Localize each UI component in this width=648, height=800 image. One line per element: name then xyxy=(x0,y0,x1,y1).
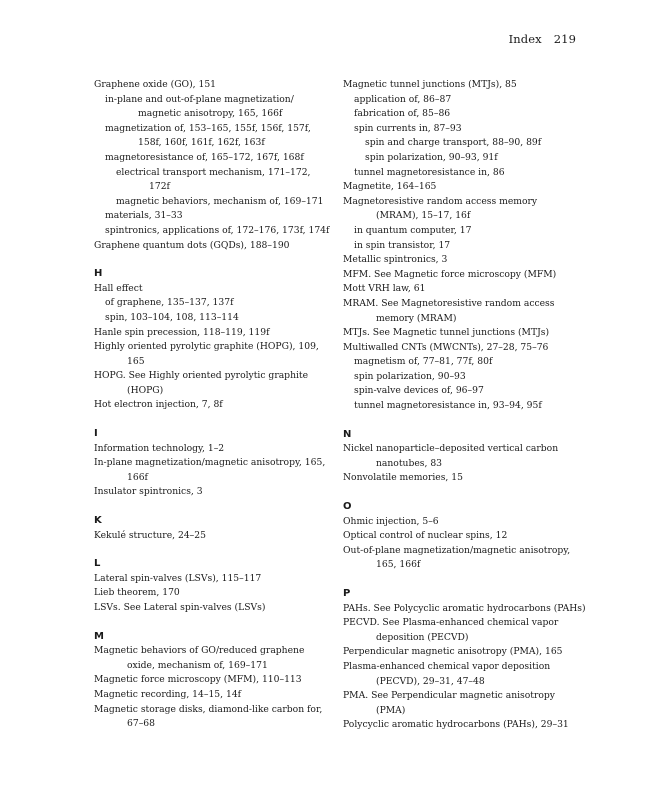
index-entry: (PECVD), 29–31, 47–48 xyxy=(376,675,485,687)
index-entry: 165, 166f xyxy=(376,559,421,571)
index-entry: fabrication of, 85–86 xyxy=(354,108,451,120)
index-entry: Nonvolatile memories, 15 xyxy=(343,472,463,484)
index-entry: Information technology, 1–2 xyxy=(94,442,225,454)
index-entry: Magnetic recording, 14–15, 14f xyxy=(94,688,242,700)
index-entry: tunnel magnetoresistance in, 86 xyxy=(354,166,505,178)
index-entry: LSVs. See Lateral spin-valves (LSVs) xyxy=(94,602,266,613)
index-entry: Magnetite, 164–165 xyxy=(343,181,437,193)
index-entry: application of, 86–87 xyxy=(354,93,452,105)
index-entry: Nickel nanoparticle–deposited vertical carbon xyxy=(343,443,559,455)
section-letter-heading: H xyxy=(94,268,103,280)
section-letter-heading: N xyxy=(343,428,352,440)
index-entry: 67–68 xyxy=(127,718,155,730)
index-column-left xyxy=(94,78,334,732)
index-entry: Ohmic injection, 5–6 xyxy=(343,515,439,527)
index-entry: magnetism of, 77–81, 77f, 80f xyxy=(354,356,493,368)
index-entry: in-plane and out-of-plane magnetization/ xyxy=(105,93,294,105)
index-entry: magnetic behaviors, mechanism of, 169–171 xyxy=(116,195,324,207)
index-entry: MFM. See Magnetic force microscopy (MFM) xyxy=(343,268,557,280)
index-entry: electrical transport mechanism, 171–172, xyxy=(116,166,311,178)
index-entry: magnetization of, 153–165, 155f, 156f, 157f, xyxy=(105,122,311,134)
index-entry: in quantum computer, 17 xyxy=(354,224,472,236)
index-entry: spin and charge transport, 88–90, 89f xyxy=(365,137,542,149)
index-entry: (MRAM), 15–17, 16f xyxy=(376,210,471,222)
index-entry: HOPG. See Highly oriented pyrolytic graphite xyxy=(94,370,309,382)
index-entry: (HOPG) xyxy=(127,384,164,396)
index-entry: 172f xyxy=(149,181,170,193)
index-entry: spin, 103–104, 108, 113–114 xyxy=(105,311,239,323)
index-entry: MTJs. See Magnetic tunnel junctions (MTJs) xyxy=(343,327,550,339)
index-entry: spintronics, applications of, 172–176, 173f, 174f xyxy=(105,224,330,236)
index-entry: Magnetic behaviors of GO/reduced graphene xyxy=(94,645,305,657)
index-entry: spin polarization, 90–93, 91f xyxy=(365,151,498,163)
index-entry: materials, 31–33 xyxy=(105,210,183,222)
index-entry: 158f, 160f, 161f, 162f, 163f xyxy=(138,137,265,149)
index-column-right xyxy=(343,78,588,733)
index-entry: MRAM. See Magnetoresistive random access xyxy=(343,297,555,309)
index-entry: Multiwalled CNTs (MWCNTs), 27–28, 75–76 xyxy=(343,341,549,353)
index-entry: Hot electron injection, 7, 8f xyxy=(94,399,223,411)
index-entry: 166f xyxy=(127,471,148,483)
index-entry: oxide, mechanism of, 169–171 xyxy=(127,659,268,671)
section-letter-heading: P xyxy=(343,588,351,599)
index-entry: Hanle spin precession, 118–119, 119f xyxy=(94,326,270,338)
index-entry: Lieb theorem, 170 xyxy=(94,587,180,599)
index-entry: Polycyclic aromatic hydrocarbons (PAHs), 29–31 xyxy=(343,719,569,731)
index-entry: Plasma-enhanced chemical vapor deposition xyxy=(343,660,551,672)
index-entry: Hall effect xyxy=(94,282,143,294)
index-entry: Graphene quantum dots (GQDs), 188–190 xyxy=(94,239,290,251)
index-entry: Kekulé structure, 24–25 xyxy=(94,529,206,541)
index-entry: In-plane magnetization/magnetic anisotropy, 165, xyxy=(94,457,326,469)
index-entry: Mott VRH law, 61 xyxy=(343,283,426,295)
running-header xyxy=(509,32,576,46)
section-letter-heading: O xyxy=(343,501,352,513)
index-entry: in spin transistor, 17 xyxy=(354,239,451,251)
section-letter-heading: I xyxy=(94,428,98,440)
index-entry: deposition (PECVD) xyxy=(376,631,469,643)
index-entry: nanotubes, 83 xyxy=(376,457,443,469)
index-entry: Magnetoresistive random access memory xyxy=(343,195,538,207)
section-letter-heading: K xyxy=(94,515,102,527)
index-entry: tunnel magnetoresistance in, 93–94, 95f xyxy=(354,400,542,412)
index-entry: spin polarization, 90–93 xyxy=(354,370,466,382)
index-entry: spin currents in, 87–93 xyxy=(354,122,462,134)
index-entry: Perpendicular magnetic anisotropy (PMA), 165 xyxy=(343,646,563,658)
index-entry: of graphene, 135–137, 137f xyxy=(105,297,234,309)
index-entry: (PMA) xyxy=(376,704,406,716)
index-entry: Lateral spin-valves (LSVs), 115–117 xyxy=(94,572,262,584)
page-number: 219 xyxy=(553,32,576,46)
header-title: Index xyxy=(508,32,542,46)
index-entry: Graphene oxide (GO), 151 xyxy=(94,79,217,90)
index-entry: magnetoresistance of, 165–172, 167f, 168f xyxy=(105,151,304,163)
section-letter-heading: L xyxy=(94,558,101,570)
index-entry: Insulator spintronics, 3 xyxy=(94,486,203,498)
index-entry: Metallic spintronics, 3 xyxy=(343,254,448,266)
index-entry: Highly oriented pyrolytic graphite (HOPG), 109, xyxy=(94,341,319,353)
index-entry: memory (MRAM) xyxy=(376,312,457,324)
index-entry: PECVD. See Plasma-enhanced chemical vapor xyxy=(343,617,559,629)
index-entry: Magnetic tunnel junctions (MTJs), 85 xyxy=(343,79,517,90)
index-entry: Magnetic storage disks, diamond-like carbon for, xyxy=(94,703,323,715)
index-entry: PMA. See Perpendicular magnetic anisotropy xyxy=(343,690,555,702)
section-letter-heading: M xyxy=(94,630,104,642)
index-entry: magnetic anisotropy, 165, 166f xyxy=(138,108,283,120)
index-entry: PAHs. See Polycyclic aromatic hydrocarbons (PAHs) xyxy=(343,602,586,614)
index-entry: Magnetic force microscopy (MFM), 110–113 xyxy=(94,674,302,686)
index-entry: Optical control of nuclear spins, 12 xyxy=(343,530,508,542)
index-entry: spin-valve devices of, 96–97 xyxy=(354,385,484,397)
index-entry: 165 xyxy=(127,355,145,367)
index-entry: Out-of-plane magnetization/magnetic anisotropy, xyxy=(343,544,571,556)
